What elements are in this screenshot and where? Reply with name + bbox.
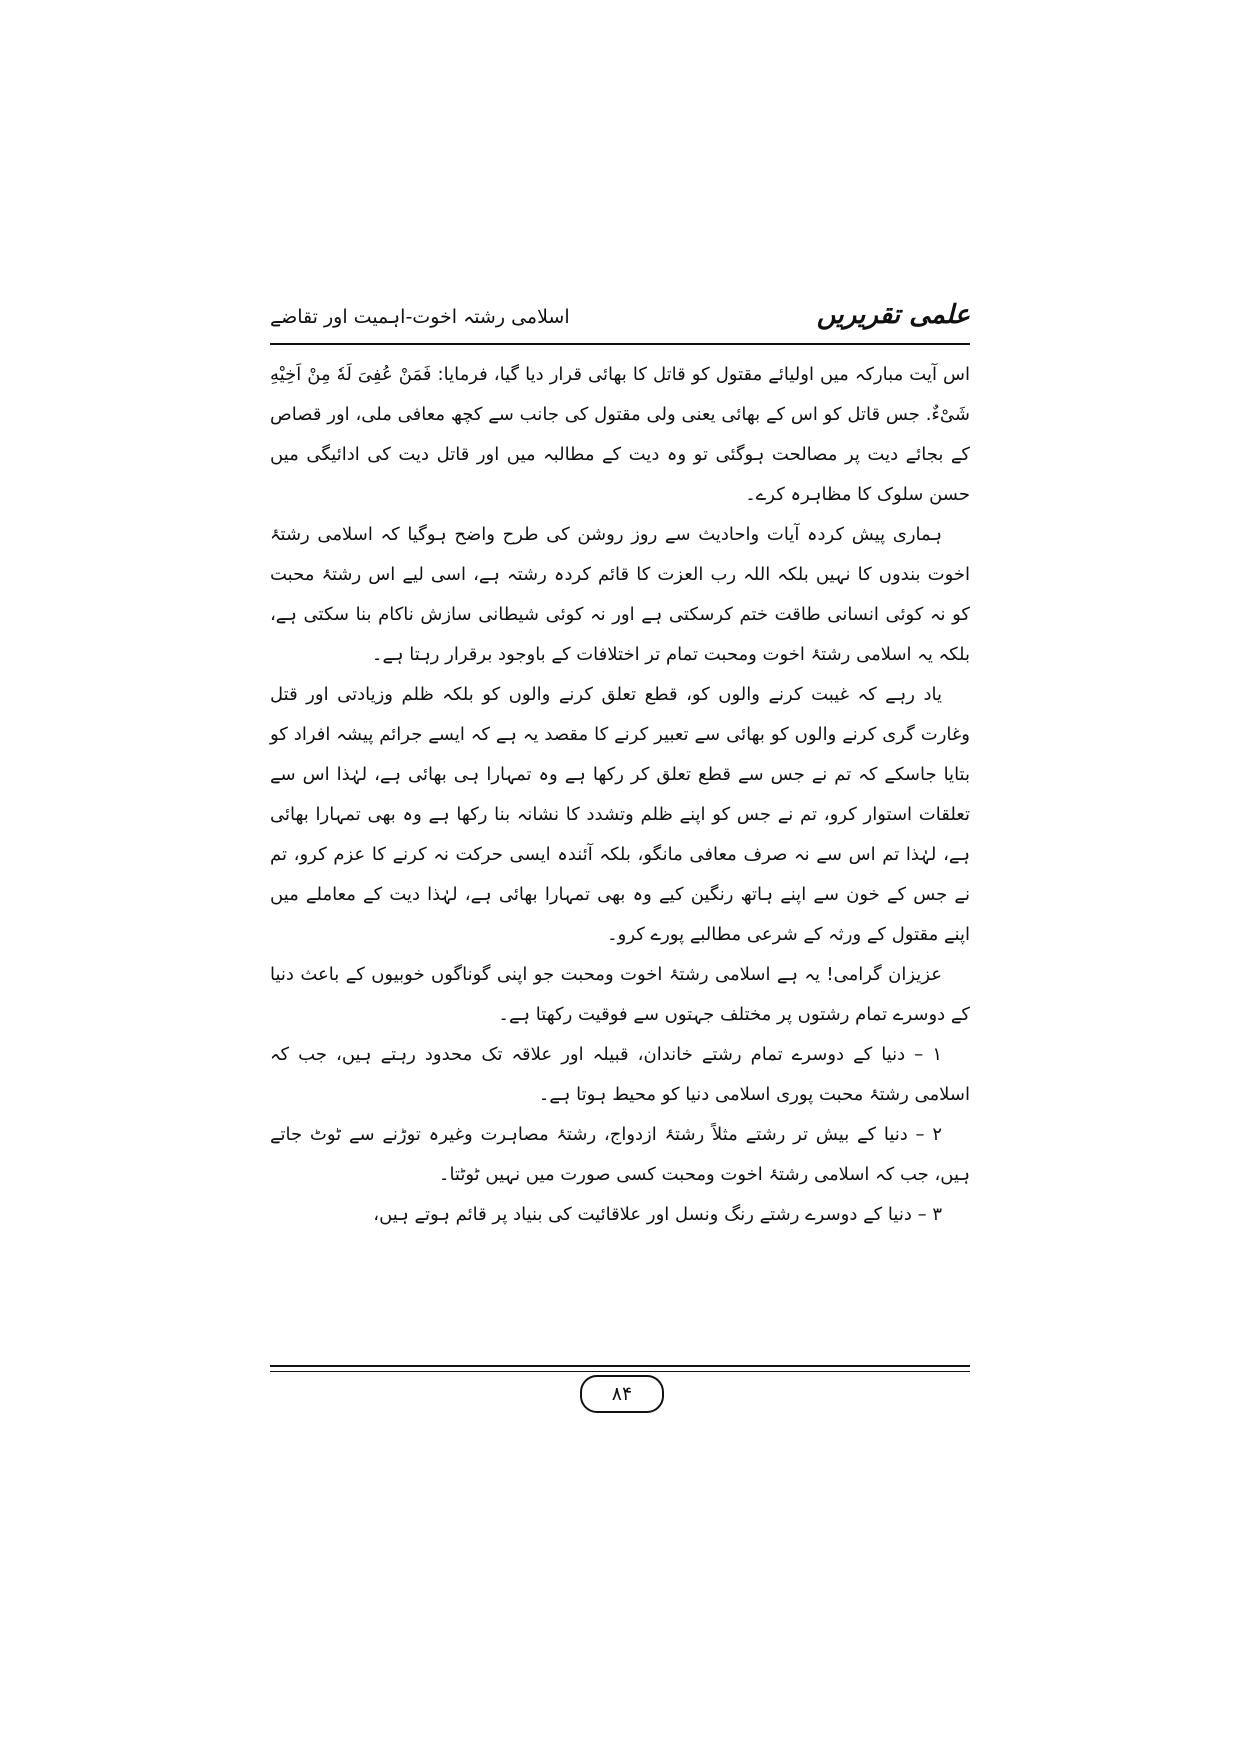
footer-rule [270, 1365, 970, 1367]
footer-rule [270, 1371, 970, 1372]
book-title: علمی تقریریں [816, 300, 970, 330]
paragraph: ہماری پیش کردہ آیات واحادیث سے روز روشن کی طرح واضح ہوگیا کہ اسلامی رشتۂ اخوت بندوں کا نہیں بلکہ اللہ رب العزت کا قائم کردہ رشتہ ہے، اسی لیے اس رشتۂ محبت کو نہ کوئی انسانی طاقت ختم کرسکتی ہے اور نہ کوئی شیطانی سازش ناکام بنا سکتی ہے، بلکہ یہ اسلامی رشتۂ اخوت ومحبت تمام تر اختلافات کے باوجود برقرار رہتا ہے۔ [270, 524, 970, 665]
header-rule [270, 343, 970, 345]
body-text [270, 355, 970, 1235]
book-page [270, 300, 970, 1415]
list-item: ۱ – دنیا کے دوسرے تمام رشتے خاندان، قبیلہ اور علاقہ تک محدود رہتے ہیں، جب کہ اسلامی رشتۂ محبت پوری اسلامی دنیا کو محیط ہوتا ہے۔ [270, 1044, 970, 1105]
paragraph: یاد رہے کہ غیبت کرنے والوں کو، قطع تعلق کرنے والوں کو بلکہ ظلم وزیادتی اور قتل وغارت گری کرنے والوں کو بھائی سے تعبیر کرنے کا مقصد یہ ہے کہ ایسے جرائم پیشہ افراد کو بتایا جاسکے کہ تم نے جس سے قطع تعلق کر رکھا ہے وہ تمہارا ہی بھائی ہے، لہٰذا اس سے تعلقات استوار کرو، تم نے جس کو اپنے ظلم وتشدد کا نشانہ بنا رکھا ہے وہ بھی تمہارا بھائی ہے، لہٰذا تم اس سے نہ صرف معافی مانگو، بلکہ آئندہ ایسی حرکت نہ کرنے کا عزم کرو، تم نے جس کے خون سے اپنے ہاتھ رنگین کیے وہ بھی تمہارا بھائی ہے، لہٰذا دیت کے معاملے میں اپنے مقتول کے ورثہ کے شرعی مطالبے پورے کرو۔ [270, 684, 970, 945]
page-number: ۸۴ [580, 1375, 664, 1413]
running-header [270, 300, 970, 340]
list-item: ۲ – دنیا کے بیش تر رشتے مثلاً رشتۂ ازدواج، رشتۂ مصاہرت وغیرہ توڑنے سے ٹوٹ جاتے ہیں، جب کہ اسلامی رشتۂ اخوت ومحبت کسی صورت میں نہیں ٹوٹتا۔ [270, 1124, 970, 1185]
footer-rules [270, 1365, 970, 1375]
paragraph: اس آیت مبارکہ میں اولیائے مقتول کو قاتل کا بھائی قرار دیا گیا، فرمایا: فَمَنْ عُفِیَ لَهٗ مِنْ اَخِیْهِ شَیْءٌ. جس قاتل کو اس کے بھائی یعنی ولی مقتول کی جانب سے کچھ معافی ملی، اور قصاص کے بجائے دیت پر مصالحت ہوگئی تو وہ دیت کے مطالبہ میں اور قاتل دیت کی ادائیگی میں حسن سلوک کا مظاہرہ کرے۔ [270, 364, 970, 505]
list-item: ۳ – دنیا کے دوسرے رشتے رنگ ونسل اور علاقائیت کی بنیاد پر قائم ہوتے ہیں، [373, 1204, 942, 1225]
paragraph: عزیزان گرامی! یہ ہے اسلامی رشتۂ اخوت ومحبت جو اپنی گوناگوں خوبیوں کے باعث دنیا کے دوسرے تمام رشتوں پر مختلف جہتوں سے فوقیت رکھتا ہے۔ [270, 964, 970, 1025]
chapter-title: اسلامی رشتہ اخوت-اہمیت اور تقاضے [270, 306, 570, 328]
